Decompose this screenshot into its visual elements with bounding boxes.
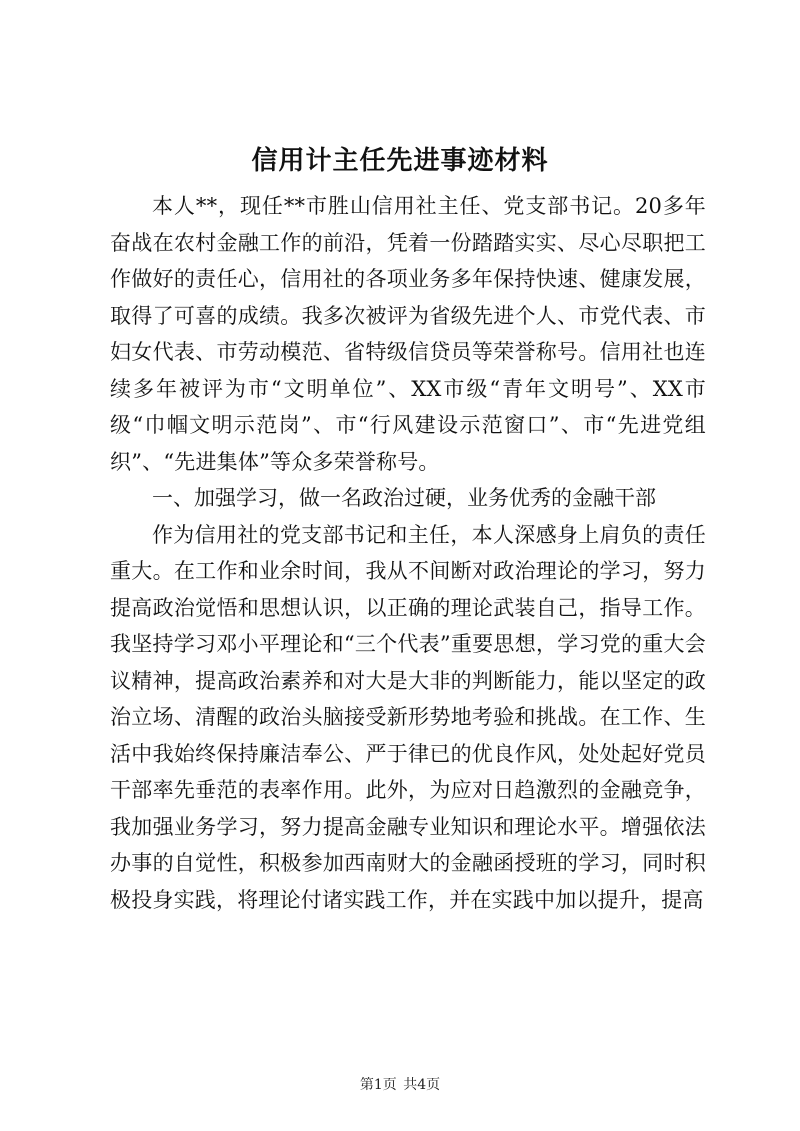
document-title: 信用计主任先进事迹材料 (251, 146, 549, 176)
intro-paragraph: 本人**，现任**市胜山信用社主任、党支部书记。20多年奋战在农村金融工作的前沿，凭着一份踏踏实实、尽心尽职把工作做好的责任心，信用社的各项业务多年保持快速、健康发展，取得了可喜的成绩。我多次被评为省级先进个人、市党代表、市妇女代表、市劳动模范、省特级信贷员等荣誉称号。信用社也连续多年被评为市“文明单位”、XX市级“青年文明号”、XX市级“巾帼文明示范岗”、市“行风建设示范窗口”、市“先进党组织”、“先进集体”等众多荣誉称号。 (110, 194, 706, 474)
section-heading: 一、加强学习，做一名政治过硬，业务优秀的金融干部 (152, 486, 656, 510)
page-total: 共4页 (403, 1077, 441, 1093)
section-paragraph: 作为信用社的党支部书记和主任，本人深感身上肩负的责任重大。在工作和业余时间，我从不间断对政治理论的学习，努力提高政治觉悟和思想认识，以正确的理论武装自己，指导工作。我坚持学习邓小平理论和“三个代表”重要思想，学习党的重大会议精神，提高政治素养和对大是大非的判断能力，能以坚定的政治立场、清醒的政治头脑接受新形势地考验和挑战。在工作、生活中我始终保持廉洁奉公、严于律已的优良作风，处处起好党员干部率先垂范的表率作用。此外，为应对日趋激烈的金融竞争，我加强业务学习，努力提高金融专业知识和理论水平。增强依法办事的自觉性，积极参加西南财大的金融函授班的学习，同时积极投身实践，将理论付诸实践工作，并在实践中加以提升，提高 (110, 522, 706, 912)
page-footer (0, 1074, 800, 1094)
page-number: 第1页 (359, 1077, 397, 1093)
document-body (110, 188, 706, 918)
